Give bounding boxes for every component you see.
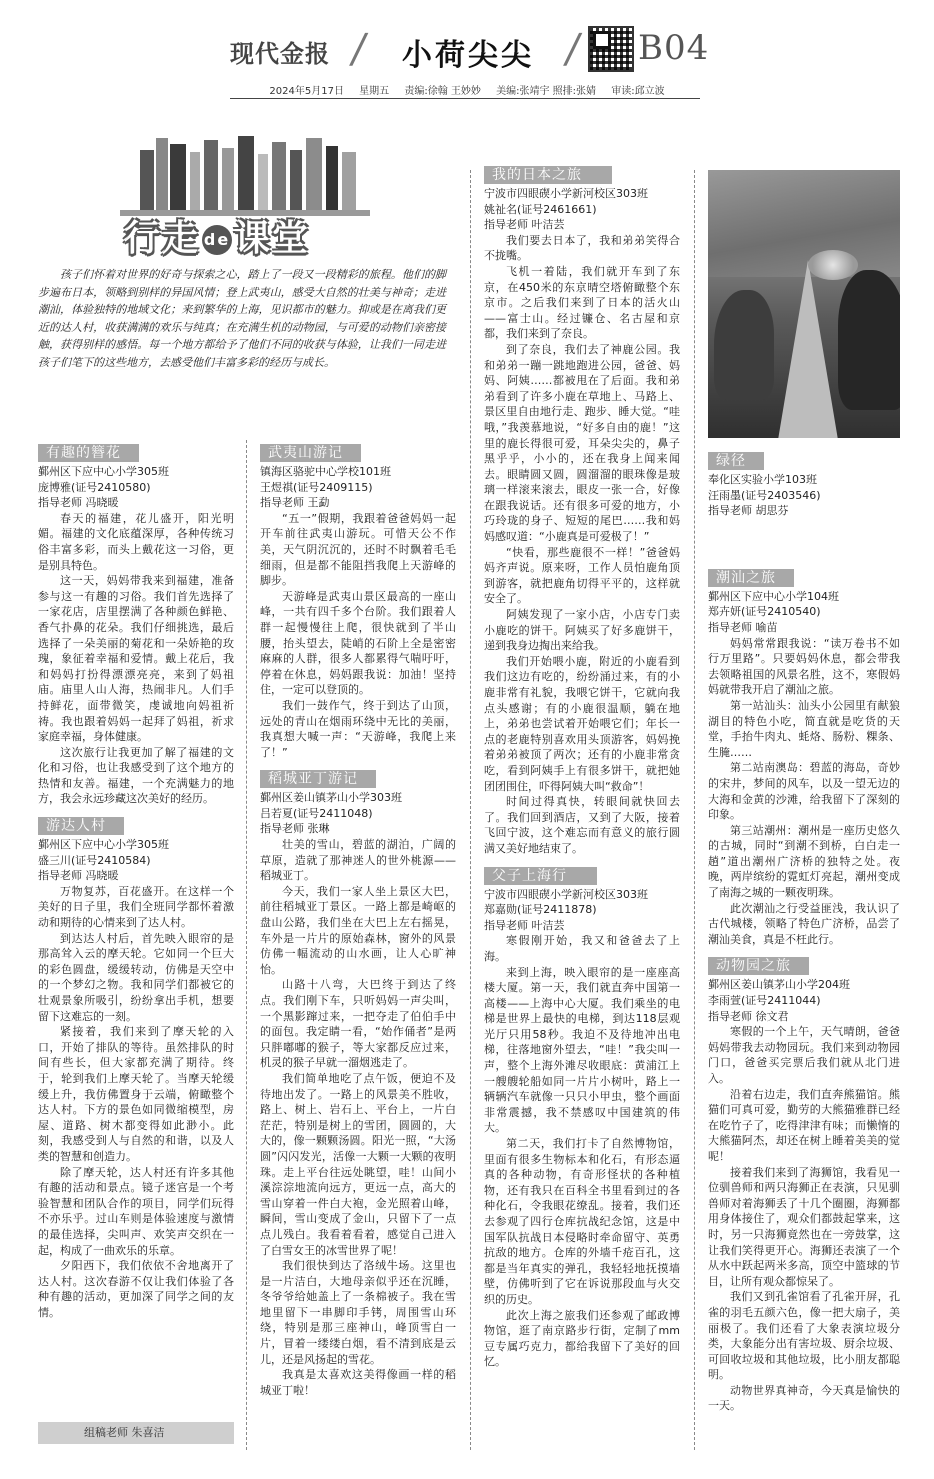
newspaper-brand: 现代金报 — [230, 39, 330, 68]
article-paragraph: 天游峰是武夷山景区最高的一座山峰，一共有四千多个台阶。我们跟着人群一起慢慢往上爬，很快就到了半山腰，抬头望去，陡峭的石阶上全是密密麻麻的人群，很多人都累得气喘吁吁，停着在休息，妈妈跟我说：加油！坚持住，一定可以登顶的。 — [260, 589, 456, 697]
article-japan — [484, 166, 680, 857]
proof-credit: 审读:邱立波 — [611, 86, 665, 97]
section-title: 小荷尖尖 — [402, 38, 534, 73]
article-paragraph: 壮美的雪山，碧蓝的湖泊，广阔的草原，造就了那神迷人的世外桃源——稻城亚丁。 — [260, 838, 456, 883]
issue-date: 2024年5月17日 — [269, 86, 344, 97]
book-icon — [170, 144, 186, 210]
article-paragraph: 时间过得真快，转眼间就快回去了。我们回到酒店，又到了大阪，接着飞回宁波，这个难忘而有意义的旅行圆满又美好地结束了。 — [484, 795, 680, 855]
column-3 — [484, 166, 680, 1380]
column-divider — [246, 440, 247, 1450]
article-lvjing — [708, 452, 900, 519]
article-paragraph: 我们简单地吃了点午饭，便迫不及待地出发了。一路上的风景美不胜收，路上、树上、岩石上、平台上，一片白茫茫，特别是树上的雪团，圆圆的，大大的，像一颗颗汤圆。阳光一照，“大汤圆”闪闪发光，活像一大颗一大颗的夜明珠。走上平台往远处眺望，哇！山间小溪淙淙地流向远方，更远一点，高大的雪山穿着一件白大袍，金光照着山峰，瞬间，雪山变成了金山，只留下了一点点儿残白。我看着看着，感觉自己进入了白雪女王的冰雪世界了呢！ — [260, 1071, 456, 1257]
article-author: 姚祉名(证号2461661) — [484, 202, 597, 216]
column-1 — [38, 444, 234, 1330]
book-icon — [342, 152, 356, 210]
article-paragraph: 沿着右边走，我们直奔熊猫馆。熊猫们可真可爱，勤劳的大熊猫雅群已经在吃竹子了，吃得津津有味；而懒惰的大熊猫阿杰，却还在树上睡着美美的觉呢！ — [708, 1087, 900, 1163]
article-paragraph: 我们一鼓作气，终于到达了山顶，远处的青山在烟雨环绕中无比的美丽，我真想大喊一声：“天游峰，我爬上来了！” — [260, 698, 456, 759]
article-paragraph: 紧接着，我们来到了摩天轮的入口，开始了排队的等待。虽然排队的时间有些长，但大家都充满了期待。终于，轮到我们上摩天轮了。当摩天轮缓缓上升，我仿佛置身于云端，俯瞰整个达人村。下方的景色如同微缩模型，房屋、道路、树木都变得如此渺小。此刻，我感受到人与自然的和谐，以及人类的智慧和创造力。 — [38, 1025, 234, 1163]
article-teacher: 指导老师 冯晓暖 — [38, 496, 119, 510]
article-title: 我的日本之旅 — [484, 166, 612, 184]
page-number: B04 — [638, 28, 710, 68]
article-paragraph: 我真是太喜欢这美得像画一样的稻城亚丁啦！ — [260, 1368, 456, 1397]
painting-light — [808, 250, 858, 280]
article-teacher: 指导老师 叶洁芸 — [484, 918, 565, 932]
article-paragraph: 我们要去日本了，我和弟弟笑得合不拢嘴。 — [484, 233, 680, 263]
article-paragraph: 此次潮汕之行受益匪浅，我认识了古代城楼，领略了特色广济桥，品尝了潮汕美食，真是不枉此行。 — [708, 901, 900, 946]
article-paragraph: 夕阳西下，我们依依不舍地离开了达人村。这次春游不仅让我们体验了各种有趣的活动，更加深了同学之间的友情。 — [38, 1259, 234, 1319]
book-icon — [306, 138, 322, 210]
article-shanghai — [484, 867, 680, 1370]
child-painting — [708, 170, 900, 438]
article-title: 武夷山游记 — [260, 444, 361, 462]
article-meta — [708, 589, 900, 636]
book-icon — [238, 136, 254, 210]
article-author: 汪雨墨(证号2403546) — [708, 488, 821, 502]
article-title: 绿径 — [708, 452, 764, 470]
article-meta — [38, 464, 234, 511]
book-icon — [258, 154, 268, 210]
article-paragraph: “五一”假期，我跟着爸爸妈妈一起开车前往武夷山游玩。可惜天公不作美，天气阴沉沉的，还时不时飘着毛毛细雨，但是都不能阻挡我爬上天游峰的脚步。 — [260, 511, 456, 588]
header-rule — [230, 98, 700, 99]
book-icon — [326, 146, 338, 210]
book-icon — [204, 140, 218, 210]
article-meta — [708, 472, 900, 519]
article-teacher: 指导老师 张琳 — [260, 822, 330, 836]
article-meta — [260, 464, 456, 511]
masthead — [0, 0, 934, 80]
article-teacher: 指导老师 王勐 — [260, 496, 330, 510]
article-meta — [484, 186, 680, 233]
book-icon — [156, 138, 168, 210]
book-icon — [190, 152, 200, 210]
article-paragraph: 寒假刚开始，我又和爸爸去了上海。 — [484, 934, 680, 963]
book-icon — [272, 142, 286, 210]
article-school: 奉化区实验小学103班 — [708, 473, 817, 486]
column-2 — [260, 444, 456, 1408]
painting-road — [778, 260, 838, 438]
article-school: 鄞州区下应中心小学305班 — [38, 465, 169, 478]
info-bar — [0, 82, 934, 97]
article-school: 鄞州区姜山镇茅山小学303班 — [260, 791, 402, 805]
article-author: 李雨萱(证号2411044) — [708, 994, 821, 1008]
article-author: 王煜祺(证号2409115) — [260, 480, 373, 494]
article-chaoshan — [708, 569, 900, 948]
hero-title-de: de — [202, 225, 232, 255]
article-paragraph: 春天的福建，花儿盛开，阳光明媚。福建的文化底蕴深厚，各种传统习俗丰富多彩，而头上戴花这一习俗，更是别具特色。 — [38, 511, 234, 572]
painting-tree — [714, 290, 774, 400]
article-paragraph: 我们又到孔雀馆看了孔雀开屏，孔雀的羽毛五颜六色，像一把大扇子，美丽极了。我们还看了大象表演垃圾分类，大象能分出有害垃圾、厨余垃圾、可回收垃圾和其他垃圾，比小朋友都聪明。 — [708, 1290, 900, 1382]
article-title: 稻城亚丁游记 — [260, 770, 376, 788]
article-paragraph: 寒假的一个上午，天气晴朗，爸爸妈妈带我去动物园玩。我们来到动物园门口，爸爸买完票后我们就从北门进入。 — [708, 1025, 900, 1085]
book-icon — [290, 150, 302, 210]
article-paragraph: 阿姨发现了一家小店，小店专门卖小鹿吃的饼干。阿姨买了好多鹿饼干，递到我身边掏出来给我。 — [484, 608, 680, 653]
article-school: 镇海区骆驼中心学校101班 — [260, 465, 391, 478]
article-school: 宁波市四眼碶小学新河校区303班 — [484, 187, 648, 200]
column-divider — [694, 170, 695, 1450]
article-darencun — [38, 817, 234, 1320]
article-paragraph: 万物复苏，百花盛开。在这样一个美好的日子里，我们全班同学都怀着激动和期待的心情来到了达人村。 — [38, 884, 234, 930]
article-author: 庞博雅(证号2410580) — [38, 480, 151, 494]
article-title: 游达人村 — [38, 817, 124, 835]
masthead-divider: / — [347, 26, 370, 72]
article-title: 父子上海行 — [484, 867, 597, 885]
article-paragraph: 飞机一着陆，我们就开车到了东京，在450米的东京晴空塔俯瞰整个东京市。之后我们来到了日本的活火山——富士山。经过镰仓、名古屋和京都，我们来到了奈良。 — [484, 264, 680, 341]
article-daocheng — [260, 770, 456, 1398]
intro-paragraph: 孩子们怀着对世界的好奇与探索之心，踏上了一段又一段精彩的旅程。他们的脚步遍布日本，领略到别样的异国风情；登上武夷山，感受大自然的壮美与神奇；走进潮汕，体验独特的地域文化；来到繁华的上海，见识都市的魅力。抑或是在离我们更近的达人村，收获满满的欢乐与纯真；在充满生机的动物园，与可爱的动物们亲密接触，获得别样的感悟。每一个地方都给予了他们不同的收获与体验，让我们一同走进孩子们笔下的这些地方，去感受他们丰富多彩的经历与成长。 — [38, 268, 446, 369]
article-school: 鄞州区下应中心小学104班 — [708, 589, 839, 603]
article-paragraph: 我们很快到达了洛绒牛场。这里也是一片洁白，大地母亲似乎还在沉睡，冬爷爷给她盖上了一条棉被子。我在雪地里留下一串脚印手铐，周围雪山环绕，特别是那三座神山，峰顶雪白一片，冒着一缕缕白烟，看不清到底是云儿，还是风扬起的雪花。 — [260, 1259, 456, 1366]
article-meta — [38, 837, 234, 884]
article-title: 潮汕之旅 — [708, 569, 794, 587]
article-teacher: 指导老师 喻苗 — [708, 620, 778, 634]
qr-code-icon — [588, 26, 634, 72]
article-paragraph: 来到上海，映入眼帘的是一座座高楼大厦。第一天，我们就直奔中国第一高楼——上海中心大厦。我们乘坐的电梯是世界上最快的电梯，到达118层观光厅只用58秒。我迫不及待地冲出电梯，往落地窗外望去，“哇！”我尖叫一声，整个上海外滩尽收眼底：黄浦江上一艘艘轮船如同一片片小树叶，路上一辆辆汽车就像一只只小甲虫，整个画面非常震撼，我不禁感叹中国建筑的伟大。 — [484, 965, 680, 1135]
article-paragraph: 接着我们来到了海狮馆，我看见一位驯兽师和两只海狮正在表演，只见驯兽师对着海狮丢了十几个圈圈，海狮都用身体接住了，观众们都鼓起掌来，这时，另一只海狮竟然也在一旁鼓掌，这让我们笑得更开心。海狮还表演了一个从水中跃起两米多高，顶空中篮球的节目，让所有观众都惊呆了。 — [708, 1165, 900, 1288]
article-zoo — [708, 957, 900, 1414]
article-title: 动物园之旅 — [708, 957, 809, 975]
editor-credit: 责编:徐翰 王妙妙 — [404, 86, 481, 97]
article-jianhua — [38, 444, 234, 807]
masthead-divider: / — [561, 26, 584, 72]
hero-banner — [100, 110, 380, 270]
book-icon — [222, 148, 234, 210]
article-paragraph: 妈妈常常跟我说：“读万卷书不如行万里路”。只要妈妈休息，都会带我去领略祖国的风景名胜，这不，寒假妈妈就带我开启了潮汕之旅。 — [708, 636, 900, 697]
article-meta — [260, 790, 456, 837]
designer-credit: 美编:张靖宇 照排:张婧 — [496, 86, 597, 97]
article-paragraph: 除了摩天轮，达人村还有许多其他有趣的活动和景点。镜子迷宫是一个考验智慧和团队合作的项目，同学们玩得不亦乐乎。过山车则是体验速度与激情的最佳选择，尖叫声、欢笑声交织在一起，构成了一曲欢乐的乐章。 — [38, 1165, 234, 1257]
article-author: 郑卉妍(证号2410540) — [708, 605, 821, 619]
issue-weekday: 星期五 — [359, 86, 390, 97]
article-meta — [484, 887, 680, 934]
article-author: 盛三川(证号2410584) — [38, 853, 151, 867]
article-paragraph: “快看，那些鹿很不一样！”爸爸妈妈齐声说。原来呀，工作人员怕鹿角顶到游客，就把鹿角切得平平的，这样就安全了。 — [484, 545, 680, 606]
article-title: 有趣的簪花 — [38, 444, 139, 462]
article-paragraph: 山路十八弯，大巴终于到达了终点。我们刚下车，只听妈妈一声尖叫，一个黑影蹿过来，一把夺走了伯伯手中的面包。我定睛一看，“始作俑者”是两只胖嘟嘟的猴子，等大家都反应过来，机灵的猴子早就一溜烟逃走了。 — [260, 978, 456, 1070]
article-paragraph: 第二天，我们打卡了自然博物馆，里面有很多生物标本和化石，有形态逼真的各种动物，有奇形怪状的各种植物，还有我只在百科全书里看到过的各种化石，令我眼花缭乱。接着，我们还去参观了四行仓库抗战纪念馆，这是中国军队抗战日本侵略时牵命留守、英勇抗敌的地方。仓库的外墙千疮百孔，这都是当年真实的弹孔，我轻轻地抚摸墙壁，仿佛听到了它在诉说那段血与火交织的历史。 — [484, 1137, 680, 1306]
hero-title-part: 课堂 — [234, 218, 311, 259]
article-paragraph: 动物世界真神奇，今天真是愉快的一天。 — [708, 1383, 900, 1413]
editor-footer: 组稿老师 朱喜洁 — [38, 1422, 234, 1444]
article-paragraph: 到了奈良，我们去了神鹿公园。我和弟弟一蹦一跳地跑进公园，爸爸、妈妈、阿姨……都被甩在了后面。我和弟弟看到了许多小鹿在草地上、马路上、景区里自由地行走、跑步、睡大觉。“哇哦，”我羡慕地说，“好多自由的鹿！”这里的鹿长得很可爱，耳朵尖尖的，鼻子黑乎乎，小小的，还在我身上闻来闻去。眼睛圆又圆，圆溜溜的眼珠像是玻璃一样滚来滚去，眼皮一张一合，好像在跟我说话。还有很多可爱的地方，小巧玲珑的身子、短短的尾巴……我和妈妈感叹道：“小鹿真是可爱极了！” — [484, 342, 680, 544]
article-teacher: 指导老师 胡思芬 — [708, 504, 789, 518]
article-teacher: 指导老师 叶洁芸 — [484, 218, 565, 232]
painting-tree — [838, 270, 900, 410]
article-wuyishan — [260, 444, 456, 760]
article-school: 鄞州区下应中心小学305班 — [38, 838, 169, 852]
article-school: 宁波市四眼碶小学新河校区303班 — [484, 887, 648, 901]
column-divider — [470, 170, 471, 1450]
article-paragraph: 第二站南澳岛：碧蓝的海岛，奇妙的宋井，梦间的风车，以及一望无边的大海和金黄的沙滩，给我留下了深刻的印象。 — [708, 761, 900, 822]
article-paragraph: 今天，我们一家人坐上景区大巴，前往稻城亚丁景区。一路上都是崎岖的盘山公路，我们坐在大巴上左右摇晃，车外是一片片的原始森林，窗外的风景仿佛一幅流动的山水画，让人心旷神怡。 — [260, 884, 456, 976]
article-paragraph: 到达达人村后，首先映入眼帘的是那高耸入云的摩天轮。它如同一个巨大的彩色圆盘，缓缓转动，仿佛是天空中的一个梦幻之物。我和同学们都被它的壮观景象所吸引，纷纷拿出手机，想要留下这难忘的一刻。 — [38, 931, 234, 1023]
article-paragraph: 这次旅行让我更加了解了福建的文化和习俗，也让我感受到了这个地方的热情和友善。福建，一个充满魅力的地方，我会永远珍藏这次美好的经历。 — [38, 745, 234, 806]
article-teacher: 指导老师 冯晓暖 — [38, 869, 119, 883]
article-paragraph: 我们开始喂小鹿，附近的小鹿看到我们这边有吃的，纷纷涌过来，有的小鹿非常有礼貌，我喂它饼干，它就向我点头感谢；有的小鹿很温顺，躺在地上，弟弟也尝试着开始喂它们；年长一点的老鹿特别喜欢用头顶游客，妈妈挽着弟弟被顶了两次；还有的小鹿非常贪吃，看到阿姨手上有很多饼干，就把她团团围住，吓得阿姨大叫“救命”！ — [484, 654, 680, 793]
article-paragraph: 此次上海之旅我们还参观了邮政博物馆，逛了南京路步行街，定制了mm豆专属巧克力，都给我留下了美好的回忆。 — [484, 1308, 680, 1369]
article-paragraph: 这一天，妈妈带我来到福建，准备参与这一有趣的习俗。我们首先选择了一家花店，店里摆满了各种颜色鲜艳、香气扑鼻的花朵。我们仔细挑选，最后选择了一朵美丽的菊花和一朵娇艳的玫瑰，象征着幸福和爱情。戴上花后，我和妈妈打扮得漂漂亮亮，来到了妈祖庙。庙里人山人海，热闹非凡。人们手持鲜花，面带微笑，虔诚地向妈祖祈祷。我也跟着妈妈一起拜了妈祖，祈求家庭幸福，身体健康。 — [38, 574, 234, 744]
article-meta — [708, 977, 900, 1024]
article-author: 吕若夏(证号2411048) — [260, 806, 373, 820]
column-4 — [708, 452, 900, 1424]
article-author: 郑嘉勋(证号2411878) — [484, 903, 597, 917]
article-paragraph: 第一站汕头：汕头小公园里有献狼湖目的特色小吃，简直就是吃货的天堂，手抬牛肉丸、蚝烙、肠粉、粿条、生腌…… — [708, 698, 900, 759]
article-school: 鄞州区姜山镇茅山小学204班 — [708, 978, 850, 992]
article-paragraph: 第三站潮州：潮州是一座历史悠久的古城，同时“到潮不到桥，白白走一趟”道出潮州广济桥的独特之处。夜晚，两岸缤纷的霓虹灯亮起，潮州变成了南海之城的一颗夜明珠。 — [708, 823, 900, 900]
book-icon — [140, 150, 154, 210]
article-teacher: 指导老师 徐文君 — [708, 1009, 789, 1023]
hero-title — [124, 210, 310, 261]
hero-title-part: 行走 — [124, 218, 201, 259]
